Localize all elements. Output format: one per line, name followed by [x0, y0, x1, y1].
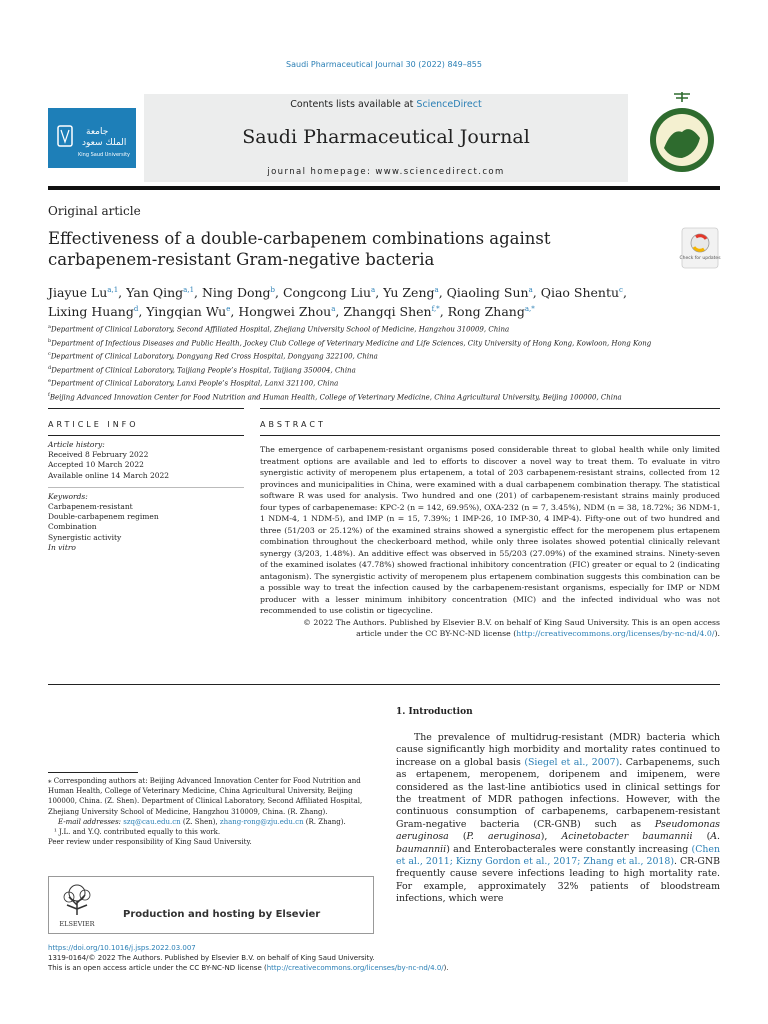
author-separator: ,	[230, 304, 239, 320]
affiliation-text: Department of Clinical Laboratory, Lanxi People’s Hospital, Lanxi 321100, China	[50, 379, 339, 388]
affiliation-item	[48, 336, 728, 350]
author-name[interactable]: Yu Zeng	[383, 285, 435, 301]
author-separator: ,	[439, 304, 448, 320]
masthead-banner	[144, 94, 628, 182]
author-affiliation-mark[interactable]: a	[434, 286, 439, 294]
abstract-copyright: © 2022 The Authors. Published by Elsevier B.V. on behalf of King Saud University. This is an open access article under the CC BY-NC-ND license (http://creativecommons.org/licenses/by-nc-nd/4.0/).	[303, 617, 720, 638]
article-title: Effectiveness of a double-carbapenem combinations against carbapenem-resistant Gram-negative bacteria	[48, 229, 551, 269]
author-separator: ,	[335, 304, 344, 320]
affiliation-text: Department of Clinical Laboratory, Second Affiliated Hospital, Zhejiang University School of Medicine, Hangzhou 310009, China	[50, 325, 510, 334]
introduction-text: The prevalence of multidrug-resistant (MDR) bacteria which cause significantly high morbidity and mortality rates continued to increase on a global basis (Siegel et al., 2007). Carbapenems, such as ertapenem, meropenem, doripenem and imipenem, were considered as the last-line antibiotics used in clinical settings for the treatment of MDR pathogen infections. However, with the continuous consumption of carbapenems, carbapenem-resistant Gram-negative bacteria (CR-GNB) such as Pseudomonas aeruginosa (P. aeruginosa), Acinetobacter baumannii (A. baumannii) and Enterobacterales were constantly increasing (Chen et al., 2011; Kizny Gordon et al., 2017; Zhang et al., 2018). CR-GNB frequently cause severe infections leading to high mortality rate. For example, approximately 32% patients of bloodstream infections, which were	[396, 732, 721, 905]
author-affiliation-mark[interactable]: b	[270, 286, 276, 294]
svg-text:جامعة: جامعة	[86, 127, 109, 137]
author-name[interactable]: Zhangqi Shen	[343, 304, 432, 320]
abstract-subrule	[260, 435, 720, 436]
citation-link[interactable]: (Chen et al., 2011; Kizny Gordon et al., 2017; Zhang et al., 2018)	[396, 843, 720, 868]
affiliation-item	[48, 390, 728, 404]
history-received: Received 8 February 2022	[48, 450, 149, 460]
author-separator: ,	[118, 285, 127, 301]
affiliation-mark: f	[48, 391, 50, 398]
elsevier-logo-text: ELSEVIER	[59, 920, 95, 928]
author-affiliation-mark[interactable]: e	[226, 305, 231, 314]
affiliation-mark: a	[48, 324, 51, 330]
author-affiliation-mark[interactable]: a	[528, 286, 533, 294]
journal-citation[interactable]: Saudi Pharmaceutical Journal 30 (2022) 849–855	[286, 60, 482, 69]
history-online: Available online 14 March 2022	[48, 470, 170, 480]
abstract-text: The emergence of carbapenem-resistant organisms posed considerable threat to global health while only limited treatment options are available and led to efforts to discover a novel way to treat them. To evaluate in vitro synergistic activity of meropenem plus ertapenem, a total of 203 carbapenem-resistant strains, collected from 12 provinces and municipalities in China, were examined with a dual carbapenem combination therapy. The statistical software R was used for analysis. Two hundred and one (201) of carbapenem-resistant strains mainly produced four types of carbapenemase: KPC-2 (n = 142, 69.95%), OXA-232 (n = 7, 3.45%), NDM (n = 38, 18.72%; 36 NDM-1, 1 NDM-4, 1 NDM-5), and IMP (n = 15, 7.39%; 1 IMP-26, 10 IMP-30, 4 IMP-4). Fifty-one out of two hundred and three (51/203 or 25.12%) of the examined strains showed a synergistic effect for the meropenem plus ertapenem combination throughout the checkerboard method, while only three isolates showed potential clinically relevant synergy (3/203, 1.48%). An additive effect was observed in 55/203 (27.09%) of the examined strains. Ninety-seven of the examined isolates (47.78%) showed fractional inhibitory concentration (FIC) greater or equal to 2 (indicating antagonism). The synergistic activity of meropenem plus ertapenem combination suggests this combination can be a possible way to treat the infection caused by the carbapenem-resistant organisms, especially for IMP or NDM producer with a lesser minimum inhibitory concentration (MIC) and the infected individual who was not recommended to use colistin or tigecycline.	[260, 445, 720, 615]
author-separator: ,	[194, 285, 202, 301]
author-separator: ,	[622, 285, 627, 301]
email-addresses: E-mail addresses: szq@cau.edu.cn (Z. Shen), zhang-rong@zju.edu.cn (R. Zhang).	[58, 817, 346, 826]
journal-masthead	[48, 88, 720, 188]
affiliation-mark: d	[48, 364, 52, 371]
affiliation-item	[48, 376, 728, 390]
article-history	[48, 440, 244, 481]
affiliations	[48, 322, 728, 403]
keyword-item: Double-carbapenem regimen	[48, 512, 159, 522]
keyword-item: Carbapenem-resistant	[48, 502, 133, 512]
citation-link[interactable]: (Siegel et al., 2007)	[524, 756, 620, 768]
check-for-updates-icon[interactable]	[679, 228, 721, 268]
hosting-label: Production and hosting by Elsevier	[123, 909, 321, 920]
author-affiliation-mark[interactable]: a	[331, 305, 336, 314]
masthead-divider	[48, 186, 720, 190]
author-separator: ,	[438, 285, 447, 301]
journal-homepage[interactable]: journal homepage: www.sciencedirect.com	[267, 167, 505, 177]
open-access-line: This is an open access article under the CC BY-NC-ND license (http://creativecommons.org/licenses/by-nc-nd/4.0/).	[48, 964, 449, 973]
keywords-label: Keywords:	[48, 491, 88, 501]
footnote-rule	[48, 772, 138, 773]
author-separator: ,	[138, 304, 147, 320]
author-affiliation-mark[interactable]: a,1	[183, 286, 195, 294]
svg-text:الملك سعود: الملك سعود	[82, 138, 127, 148]
affiliation-text: Beijing Advanced Innovation Center for Food Nutrition and Human Health, College of Veterinary Medicine, China Agricultural University, Beijing 100000, China	[49, 392, 622, 401]
svg-text:King Saud University: King Saud University	[78, 152, 130, 158]
contents-available-line: Contents lists available at ScienceDirect	[290, 99, 482, 110]
footnotes	[48, 776, 374, 847]
abstract-bottom-rule	[48, 684, 720, 685]
keyword-item: Synergistic activity	[48, 532, 122, 542]
author-list	[48, 282, 688, 320]
peer-review-note: Peer review under responsibility of King Saud University.	[48, 838, 252, 847]
elsevier-tree-logo	[55, 881, 107, 929]
author-name[interactable]: Congcong Liu	[282, 285, 372, 301]
author-name[interactable]: Qiaoling Sun	[446, 285, 529, 301]
author-name[interactable]: Yan Qing	[126, 285, 184, 301]
author-name[interactable]: Qiao Shentu	[540, 285, 620, 301]
affiliation-text: Department of Clinical Laboratory, Taijiang People’s Hospital, Taijiang 350004, China	[51, 365, 356, 374]
author-separator: ,	[532, 285, 541, 301]
license-link[interactable]: http://creativecommons.org/licenses/by-nc-nd/4.0/	[516, 629, 715, 638]
doi-link[interactable]: https://doi.org/10.1016/j.jsps.2022.03.007	[48, 944, 196, 952]
keyword-item: In vitro	[48, 542, 76, 552]
email-link[interactable]: szq@cau.edu.cn	[123, 817, 181, 826]
equal-contribution-note: ¹ J.L. and Y.Q. contributed equally to this work.	[54, 828, 221, 837]
email-link[interactable]: zhang-rong@zju.edu.cn	[219, 817, 304, 826]
author-affiliation-mark[interactable]: a,1	[107, 286, 119, 294]
affiliation-mark: c	[48, 351, 51, 358]
history-label: Article history:	[48, 440, 105, 449]
abstract-rule	[260, 408, 720, 409]
author-name[interactable]: Lixing Huang	[48, 304, 134, 320]
author-affiliation-mark[interactable]: a	[371, 286, 376, 294]
article-info-heading: ARTICLE INFO	[48, 420, 139, 429]
ksu-logo	[48, 108, 136, 168]
keyword-item: Combination	[48, 522, 97, 532]
affiliation-item	[48, 363, 728, 377]
author-name[interactable]: Rong Zhang	[447, 304, 525, 320]
author-name[interactable]: Ning Dong	[201, 285, 271, 301]
affiliation-item	[48, 349, 728, 363]
section-heading-introduction: 1. Introduction	[396, 707, 473, 717]
affiliation-text: Department of Clinical Laboratory, Dongyang Red Cross Hospital, Dongyang 322100, China	[50, 352, 378, 361]
author-affiliation-mark[interactable]: a,*	[524, 305, 535, 314]
keywords	[48, 492, 244, 553]
abstract-heading: ABSTRACT	[260, 420, 326, 429]
author-name[interactable]: Jiayue Lu	[48, 285, 108, 301]
author-separator: ,	[275, 285, 283, 301]
affiliation-text: Department of Infectious Diseases and Public Health, Jockey Club College of Veterinary Medicine and Life Sciences, City University of Hong Kong, Kowloon, Hong Kong	[51, 338, 652, 347]
corresponding-author-note: ⁎ Corresponding authors at: Beijing Advanced Innovation Center for Food Nutrition and Human Health, College of Veterinary Medicine, China Agricultural University, Beijing 100000, China. (Z. Shen). Department of Clinical Laboratory, Second Affiliated Hospital, Zhejiang University School of Medicine, Hangzhou 310009, China. (R. Zhang).	[48, 777, 363, 816]
author-name[interactable]: Hongwei Zhou	[238, 304, 332, 320]
keywords-divider	[48, 487, 244, 488]
author-affiliation-mark[interactable]: d	[133, 305, 139, 314]
elsevier-hosting-box	[48, 876, 374, 934]
bottom-metadata	[48, 943, 720, 974]
history-accepted: Accepted 10 March 2022	[48, 460, 144, 470]
license-link[interactable]: http://creativecommons.org/licenses/by-nc-nd/4.0/	[266, 964, 444, 973]
affiliation-item	[48, 322, 728, 336]
issn-line: 1319-0164/© 2022 The Authors. Published by Elsevier B.V. on behalf of King Saud University.	[48, 954, 375, 963]
abstract	[260, 420, 720, 640]
article-info	[48, 420, 244, 553]
author-affiliation-mark[interactable]: c	[619, 286, 623, 294]
article-info-rule	[48, 408, 244, 409]
author-name[interactable]: Yingqian Wu	[146, 304, 227, 320]
affiliation-mark: b	[48, 337, 52, 344]
journal-title: Saudi Pharmaceutical Journal	[242, 126, 530, 148]
article-info-subrule	[48, 435, 244, 436]
article-type: Original article	[48, 204, 141, 218]
author-separator: ,	[375, 285, 384, 301]
badge-label: Check for updates	[679, 256, 721, 261]
affiliation-mark: e	[48, 378, 51, 385]
sciencedirect-link[interactable]: ScienceDirect	[416, 99, 482, 110]
author-affiliation-mark[interactable]: f,*	[431, 305, 440, 314]
saudi-emblem	[644, 88, 720, 184]
